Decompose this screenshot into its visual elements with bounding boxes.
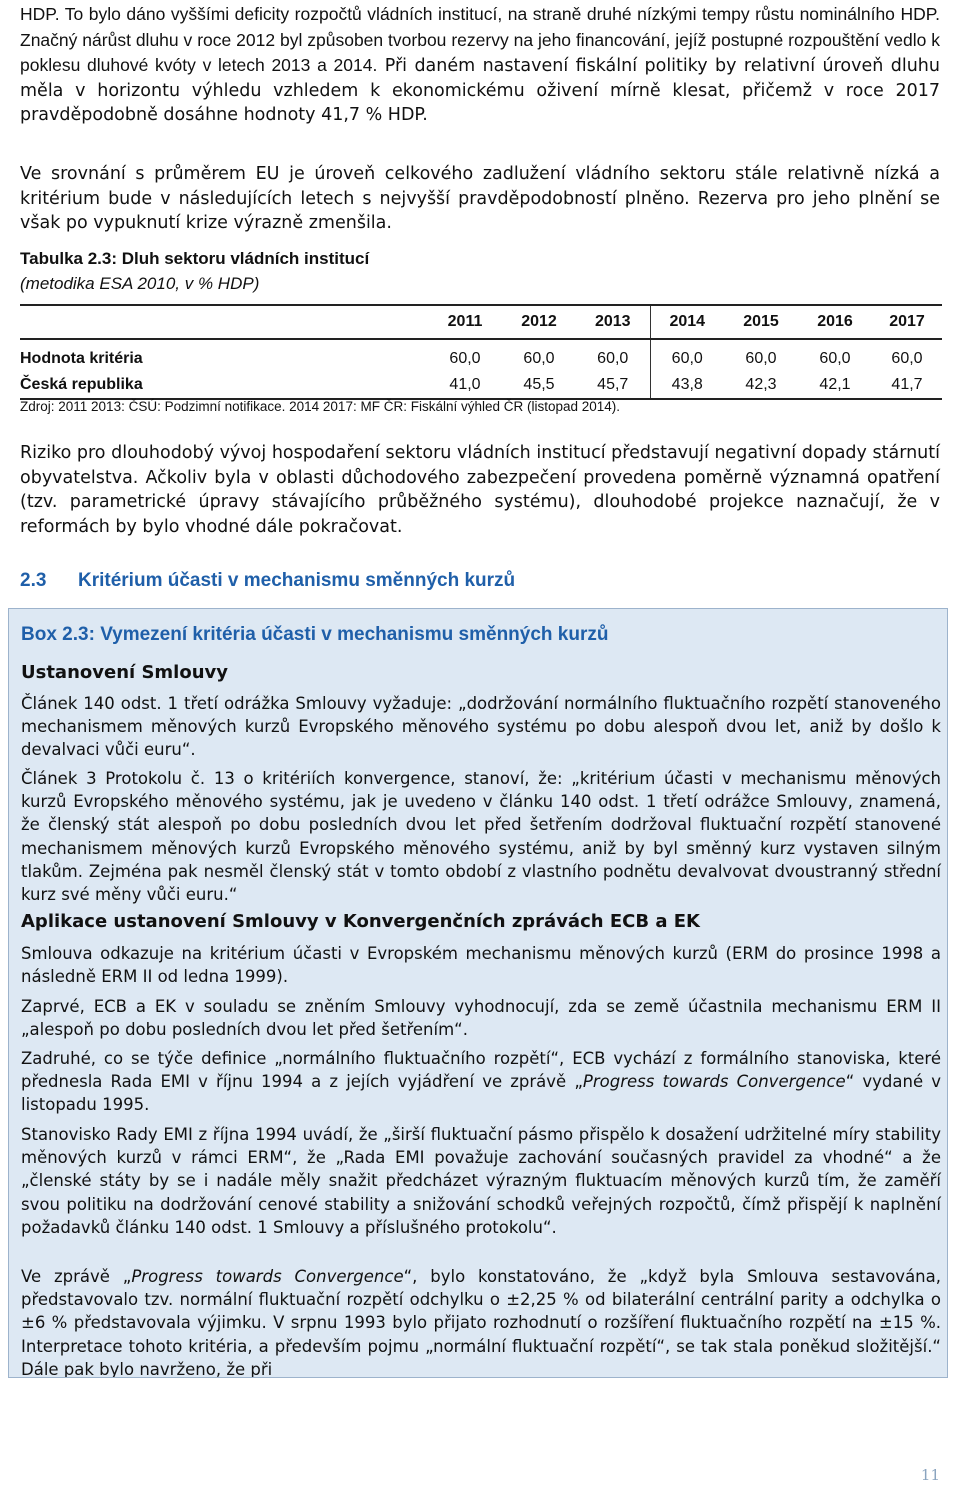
report-title: Progress towards Convergence	[582, 1072, 846, 1092]
table-header-row	[20, 305, 942, 339]
table-cell: 60,0	[745, 350, 777, 367]
intro-paragraph-2: Ve srovnání s průměrem EU je úroveň celkového zadlužení vládního sektoru stále relativně nízká a kritérium bude v následujících letech s nejvyšší pravděpodobností plněno. Rezerva pro jeho plnění se však po vypuknutí krize výrazně zmenšila.	[20, 164, 940, 233]
box-paragraph-text: Ve zprávě „	[21, 1267, 132, 1286]
table-cell: 60,0	[449, 350, 481, 367]
box-paragraph-text: “, bylo konstatováno, že „když byla Smlouva sestavována, představovalo tzv. normální fluktuační rozpětí odchylku o ±2,25 % od bilaterální centrální parity a odchylka o ±6 % představovala výjimku. V srpnu 1993 bylo přijato rozhodnutí o rozšíření fluktuačního rozpětí na ±15 %. Interpretace tohoto kritéria, a především pojmu „normální fluktuační rozpětí“, se tak stala poněkud složitější.“ Dále pak bylo navrženo, že při	[21, 1267, 941, 1378]
risk-paragraph: Riziko pro dlouhodobý vývoj hospodaření sektoru vládních institucí představují negativní dopady stárnutí obyvatelstva. Ačkoliv byla v oblasti důchodového zabezpečení provedena poměrně významná opatření (tzv. parametrické úpravy stávajícího průběžného systému), dlouhodobé projekce naznačují, že v reformách by bylo vhodné dále pokračovat.	[20, 443, 940, 537]
table-cell: 60,0	[597, 350, 629, 367]
column-header: 2012	[502, 305, 576, 339]
report-title: Progress towards Convergence	[131, 1267, 404, 1286]
table-subcaption	[20, 272, 259, 296]
box-heading-application: Aplikace ustanovení Smlouvy v Konvergenčních zprávách ECB a EK	[21, 911, 700, 932]
intro-paragraph-1	[20, 2, 940, 128]
row-label: Hodnota kritéria	[20, 350, 143, 367]
row-label: Česká republika	[20, 372, 428, 399]
intro-paragraph-1-rest: Při daném nastavení fiskální politiky by relativní úroveň dluhu měla v horizontu výhledu vzhledem k ekonomickému oživení mírně klesat, přičemž v roce 2017 pravděpodobně dosáhne hodnoty 41,7 % HDP.	[20, 56, 940, 125]
column-header: 2011	[428, 305, 502, 339]
intro-paragraph-1-lead: HDP. To bylo dáno vyššími deficity rozpočtů vládních institucí, na straně druhé nízkými tempy růstu nominálního HDP. Značný nárůst dluhu v roce 2012 byl způsoben tvorbou rezervy na jeho financování, jejíž postupné rozpouštění vedlo k poklesu dluhové kvóty v letech 2013 a 2014.	[20, 4, 940, 75]
box-paragraph: Článek 140 odst. 1 třetí odrážka Smlouvy vyžaduje: „dodržování normálního fluktuačního rozpětí stanoveného mechanismem měnových kurzů Evropského měnového systému po dobu alespoň dvou let, aniž by došlo k devalvaci vůči euru“.	[21, 694, 941, 760]
table-cell: 60,0	[819, 350, 851, 367]
table-cell: 41,7	[872, 372, 942, 399]
box-paragraph: Stanovisko Rady EMI z října 1994 uvádí, že „širší fluktuační pásmo přispělo k dosažení udržitelné míry stability měnových kurzů v rámci ERM“, že „Rada EMI považuje zachování současných pravidel za vhodné“ a že „členské státy by se i nadále měly snažit předcházet výrazným fluktuacím měnových kurzů tím, že zaměří svou politiku na dodržování cenové stability a snižování schodků veřejných rozpočtů, čímž přispějí k naplnění požadavků článku 140 odst. 1 Smlouvy a příslušného protokolu“.	[21, 1125, 941, 1237]
table-source-note: Zdroj: 2011 2013: ČSÚ: Podzimní notifikace. 2014 2017: MF ČR: Fiskální výhled ČR (listopad 2014).	[20, 399, 621, 414]
table-cell: 43,8	[650, 372, 724, 399]
box-paragraph	[21, 1265, 941, 1378]
box-paragraph-text: “ vydané v listopadu 1995.	[21, 1072, 941, 1115]
debt-table	[20, 304, 942, 400]
table-header-label	[20, 305, 428, 339]
section-title: Kritérium účasti v mechanismu směnných kurzů	[78, 570, 516, 591]
column-header: 2013	[576, 305, 650, 339]
page-number: 11	[920, 1466, 940, 1484]
box-paragraph: Zaprvé, ECB a EK v souladu se zněním Smlouvy vyhodnocují, zda se země účastnila mechanismu ERM II „alespoň po dobu posledních dvou let před šetřením“.	[21, 997, 941, 1040]
section-number: 2.3	[20, 570, 47, 591]
box-paragraph: Článek 3 Protokolu č. 13 o kritériích konvergence, stanoví, že: „kritérium účasti v mechanismu měnových kurzů Evropského měnového systému, jak je uvedeno v článku 140 odst. 1 třetí odrážce Smlouvy, znamená, že členský stát alespoň po dobu posledních dvou let před šetřením dodržoval fluktuační rozpětí stanovené mechanismem měnových kurzů Evropského měnového systému, aniž by byl směnný kurz vystaven silným tlakům. Zejména pak nesměl členský stát v tomto období z vlastního podnětu devalvovat dvoustranný střední kurz své měny vůči euru.“	[21, 769, 941, 905]
box-title: Box 2.3: Vymezení kritéria účasti v mechanismu směnných kurzů	[21, 624, 609, 645]
table-cell: 42,3	[724, 372, 798, 399]
table-cell: 60,0	[650, 339, 724, 372]
table-cell: 60,0	[523, 350, 555, 367]
table-cell: 45,5	[502, 372, 576, 399]
box-paragraph-text: Zadruhé, co se týče definice „normálního fluktuačního rozpětí“, ECB vychází z formálního stanoviska, které přednesla Rada EMI v říjnu 1994 a z jejích vyjádření ve zprávě „	[21, 1049, 941, 1092]
table-title: Tabulka 2.3: Dluh sektoru vládních institucí	[20, 249, 370, 268]
column-header: 2014	[650, 305, 724, 339]
box-heading-treaty: Ustanovení Smlouvy	[21, 662, 228, 683]
column-header: 2016	[798, 305, 872, 339]
table-caption	[20, 247, 369, 271]
column-header: 2017	[872, 305, 942, 339]
section-heading	[20, 570, 515, 592]
box-paragraph	[21, 1047, 941, 1117]
table-cell: 42,1	[798, 372, 872, 399]
box-paragraph: Smlouva odkazuje na kritérium účasti v Evropském mechanismu měnových kurzů (ERM do prosince 1998 a následně ERM II od ledna 1999).	[21, 944, 941, 987]
table-row	[20, 339, 942, 372]
table-cell: 41,0	[428, 372, 502, 399]
table-row	[20, 372, 942, 399]
table-cell: 45,7	[576, 372, 650, 399]
table-cell: 60,0	[891, 350, 923, 367]
table-subtitle: (metodika ESA 2010, v % HDP)	[20, 274, 260, 293]
info-box	[8, 608, 948, 1378]
column-header: 2015	[724, 305, 798, 339]
